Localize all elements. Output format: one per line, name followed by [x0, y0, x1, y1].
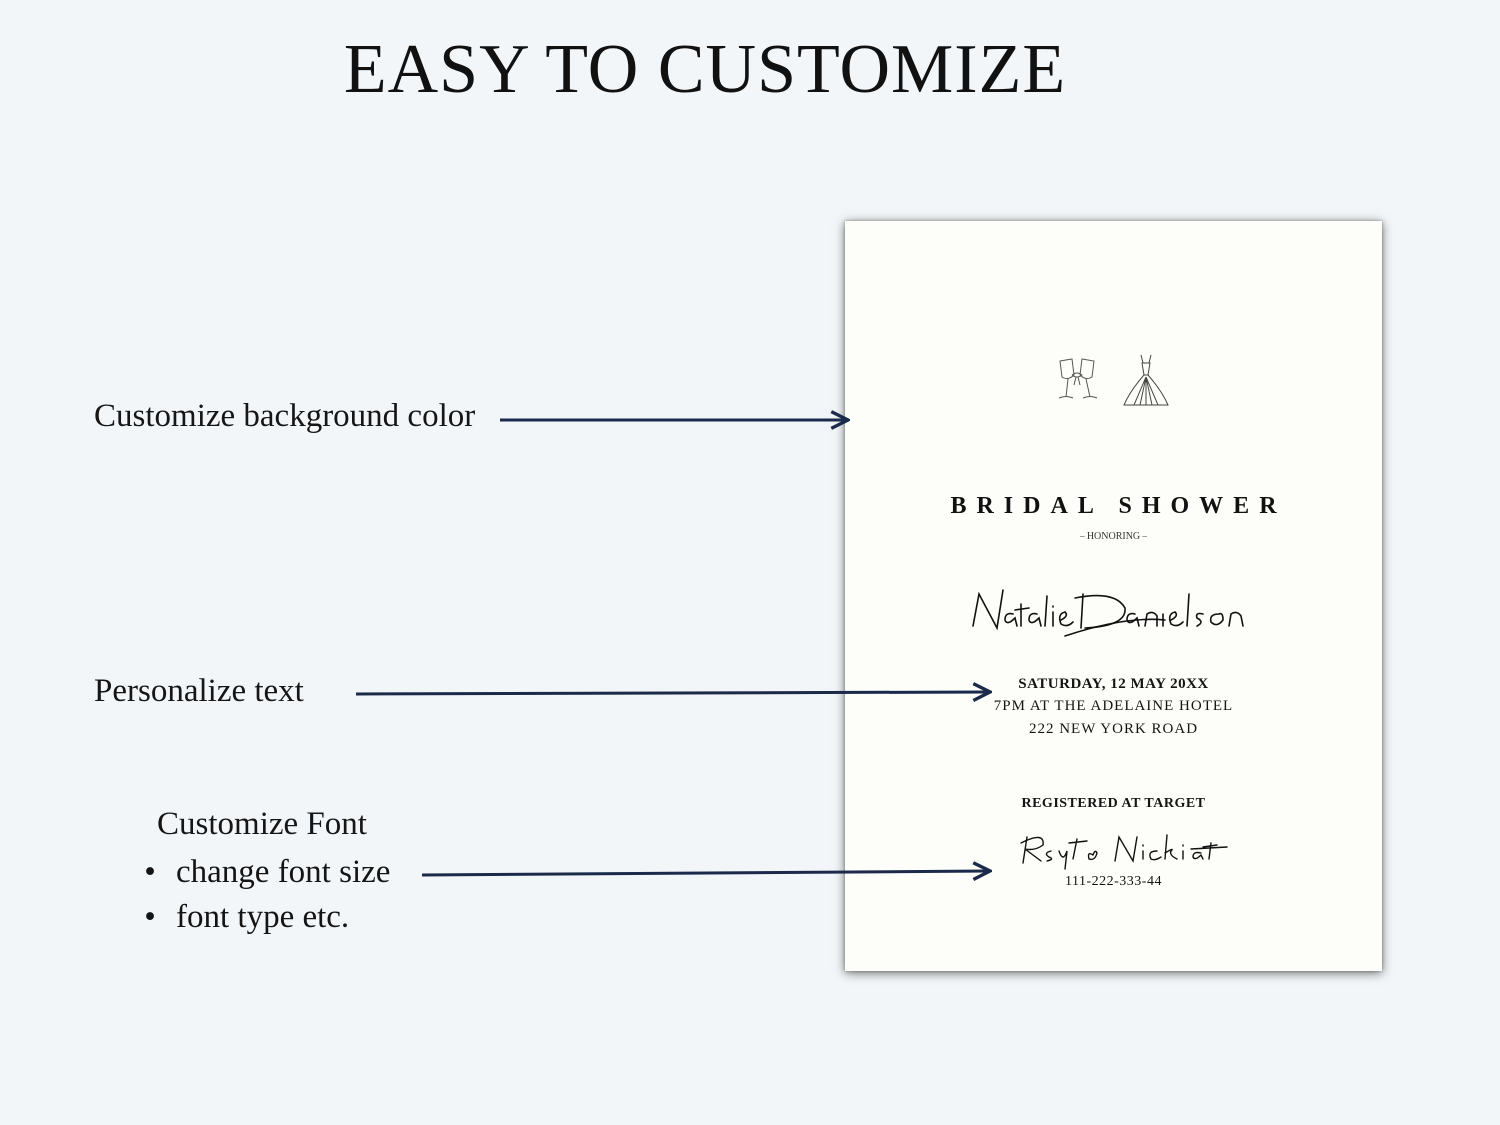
list-item	[140, 895, 390, 940]
invitation-title: BRIDAL SHOWER	[950, 493, 1287, 519]
callout-personalize-text: Personalize text	[94, 673, 304, 709]
honoring-text: HONORING	[1086, 531, 1141, 542]
callout-customize-font: Customize Font	[157, 806, 367, 842]
font-option-label: change font size	[176, 854, 391, 890]
bullet-icon: •	[144, 854, 156, 890]
rsvp-script	[1015, 829, 1230, 871]
font-option-label: font type etc.	[176, 899, 350, 935]
callout-background-color: Customize background color	[94, 398, 476, 434]
honoree-name-text	[845, 221, 846, 222]
invitation-icons	[1048, 351, 1178, 411]
honoree-name-script	[965, 576, 1265, 646]
list-item	[140, 850, 390, 895]
wedding-dress-icon	[1124, 355, 1168, 405]
champagne-glasses-icon	[1059, 359, 1097, 398]
event-venue: 7PM AT THE ADELAINE HOTEL	[993, 698, 1234, 714]
rsvp-phone: 111-222-333-44	[1065, 874, 1162, 889]
bullet-icon: •	[144, 899, 156, 935]
event-address: 222 NEW YORK ROAD	[1028, 721, 1199, 737]
event-date: SATURDAY, 12 MAY 20XX	[1018, 676, 1209, 692]
invitation-card	[845, 221, 1382, 971]
honoring-label: – HONORING –	[1080, 531, 1147, 542]
rsvp-text	[845, 221, 846, 222]
page-title: EASY TO CUSTOMIZE	[343, 31, 1067, 108]
font-options-list	[140, 850, 390, 940]
registry-info: REGISTERED AT TARGET	[1021, 796, 1206, 811]
